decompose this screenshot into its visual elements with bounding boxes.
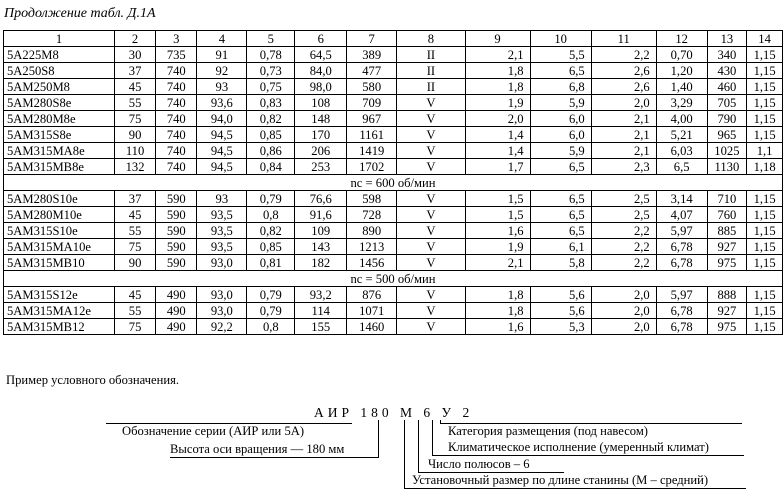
table-cell: 45 <box>114 79 155 95</box>
table-cell: 1213 <box>347 239 397 255</box>
table-cell: 1,40 <box>656 79 707 95</box>
table-cell: 0,85 <box>247 127 295 143</box>
motor-type-cell: 5А225М8 <box>4 47 115 63</box>
table-cell: V <box>397 207 465 223</box>
table-cell: 0,70 <box>656 47 707 63</box>
table-cell: 55 <box>114 95 155 111</box>
table-cell: 132 <box>114 159 155 175</box>
table-cell: 253 <box>295 159 347 175</box>
table-cell: 6,78 <box>656 319 707 335</box>
table-cell: 1025 <box>707 143 747 159</box>
table-cell: 1419 <box>347 143 397 159</box>
table-cell: 114 <box>295 303 347 319</box>
header-cell: 3 <box>156 31 197 47</box>
table-cell: 740 <box>156 127 197 143</box>
table-cell: 94,5 <box>197 143 247 159</box>
table-cell: 2,2 <box>591 223 656 239</box>
table-cell: 0,85 <box>247 239 295 255</box>
table-cell: 2,0 <box>591 303 656 319</box>
table-cell: 2,6 <box>591 63 656 79</box>
table-cell: V <box>397 255 465 271</box>
table-cell: 6,5 <box>656 159 707 175</box>
table-cell: 490 <box>156 319 197 335</box>
table-cell: 1,15 <box>747 191 783 207</box>
table-cell: 740 <box>156 159 197 175</box>
section-title: nс = 600 об/мин <box>4 175 783 191</box>
table-cell: 5,3 <box>530 319 591 335</box>
table-cell: 1,15 <box>747 255 783 271</box>
table-cell: 206 <box>295 143 347 159</box>
table-cell: 5,9 <box>530 143 591 159</box>
table-cell: 590 <box>156 191 197 207</box>
motor-type-cell: 5АМ315S12е <box>4 287 115 303</box>
table-cell: 1,15 <box>747 111 783 127</box>
header-cell: 1 <box>4 31 115 47</box>
table-cell: 5,97 <box>656 223 707 239</box>
table-cell: 4,00 <box>656 111 707 127</box>
table-cell: 93,6 <box>197 95 247 111</box>
table-cell: 1456 <box>347 255 397 271</box>
table-cell: 5,6 <box>530 287 591 303</box>
table-cell: 0,83 <box>247 95 295 111</box>
table-cell: 430 <box>707 63 747 79</box>
table-cell: 93 <box>197 79 247 95</box>
header-cell: 5 <box>247 31 295 47</box>
table-cell: 2,1 <box>591 127 656 143</box>
table-cell: 2,1 <box>591 111 656 127</box>
table-cell: 155 <box>295 319 347 335</box>
table-cell: 1,1 <box>747 143 783 159</box>
table-cell: 927 <box>707 239 747 255</box>
table-cell: 93,2 <box>295 287 347 303</box>
table-cell: 2,5 <box>591 207 656 223</box>
table-cell: 108 <box>295 95 347 111</box>
table-cell: 0,86 <box>247 143 295 159</box>
table-cell: 75 <box>114 111 155 127</box>
table-cell: 2,6 <box>591 79 656 95</box>
table-cell: 6,5 <box>530 159 591 175</box>
table-cell: 1,15 <box>747 223 783 239</box>
table-cell: 2,2 <box>591 239 656 255</box>
table-cell: 590 <box>156 223 197 239</box>
table-cell: 1,8 <box>465 63 530 79</box>
table-cell: 1,18 <box>747 159 783 175</box>
table-cell: 93,0 <box>197 287 247 303</box>
table-cell: 90 <box>114 255 155 271</box>
table-cell: 740 <box>156 79 197 95</box>
table-cell: V <box>397 303 465 319</box>
table-cell: 6,78 <box>656 303 707 319</box>
table-cell: 37 <box>114 191 155 207</box>
table-cell: 6,8 <box>530 79 591 95</box>
table-cell: 2,3 <box>591 159 656 175</box>
table-cell: 967 <box>347 111 397 127</box>
table-cell: 6,78 <box>656 255 707 271</box>
table-cell: 885 <box>707 223 747 239</box>
motor-type-cell: 5АМ280М10е <box>4 207 115 223</box>
label-series: Обозначение серии (АИР или 5А) <box>122 424 305 438</box>
header-cell: 13 <box>707 31 747 47</box>
table-cell: 1702 <box>347 159 397 175</box>
table-cell: 91 <box>197 47 247 63</box>
table-cell: II <box>397 79 465 95</box>
table-cell: 6,1 <box>530 239 591 255</box>
table-cell: 5,5 <box>530 47 591 63</box>
table-cell: 598 <box>347 191 397 207</box>
table-cell: 0,84 <box>247 159 295 175</box>
designation-code: АИР 180 М 6 У 2 <box>314 405 474 420</box>
leader-placement-vert <box>440 420 441 424</box>
table-cell: 5,8 <box>530 255 591 271</box>
table-cell: 1,15 <box>747 287 783 303</box>
table-cell: 91,6 <box>295 207 347 223</box>
table-cell: 710 <box>707 191 747 207</box>
label-poles: Число полюсов – 6 <box>428 457 530 471</box>
table-cell: 0,78 <box>247 47 295 63</box>
header-cell: 14 <box>747 31 783 47</box>
table-cell: 93 <box>197 191 247 207</box>
table-cell: 1,8 <box>465 303 530 319</box>
table-cell: 0,79 <box>247 303 295 319</box>
motor-type-cell: 5АМ315S10е <box>4 223 115 239</box>
table-cell: 4,07 <box>656 207 707 223</box>
table-cell: 888 <box>707 287 747 303</box>
table-cell: 1,15 <box>747 63 783 79</box>
header-cell: 11 <box>591 31 656 47</box>
table-cell: 94,5 <box>197 159 247 175</box>
table-cell: 590 <box>156 239 197 255</box>
table-cell: 2,1 <box>465 47 530 63</box>
table-cell: 110 <box>114 143 155 159</box>
table-cell: 1130 <box>707 159 747 175</box>
table-cell: 75 <box>114 319 155 335</box>
table-cell: 5,21 <box>656 127 707 143</box>
table-cell: 75 <box>114 239 155 255</box>
table-cell: 93,5 <box>197 239 247 255</box>
table-cell: 0,79 <box>247 191 295 207</box>
table-cell: V <box>397 143 465 159</box>
table-cell: V <box>397 239 465 255</box>
table-cell: V <box>397 191 465 207</box>
table-cell: 1,20 <box>656 63 707 79</box>
table-cell: 0,79 <box>247 287 295 303</box>
table-cell: 1,9 <box>465 239 530 255</box>
table-cell: 3,29 <box>656 95 707 111</box>
motor-type-cell: 5А250S8 <box>4 63 115 79</box>
header-cell: 4 <box>197 31 247 47</box>
motor-type-cell: 5АМ315МВ8е <box>4 159 115 175</box>
table-cell: 94,5 <box>197 127 247 143</box>
table-cell: 45 <box>114 287 155 303</box>
table-cell: V <box>397 127 465 143</box>
table-cell: 1,4 <box>465 127 530 143</box>
table-cell: 1161 <box>347 127 397 143</box>
leader-poles-vert <box>418 420 419 473</box>
table-cell: 1,15 <box>747 95 783 111</box>
table-cell: 109 <box>295 223 347 239</box>
table-cell: V <box>397 223 465 239</box>
motor-type-cell: 5АМ250М8 <box>4 79 115 95</box>
leader-size <box>404 488 746 489</box>
header-cell: 6 <box>295 31 347 47</box>
table-cell: 0,82 <box>247 111 295 127</box>
table-cell: II <box>397 63 465 79</box>
table-cell: 389 <box>347 47 397 63</box>
table-cell: 2,1 <box>591 143 656 159</box>
table-cell: 2,1 <box>465 255 530 271</box>
table-cell: 2,0 <box>591 287 656 303</box>
motor-type-cell: 5АМ315S8е <box>4 127 115 143</box>
table-caption: Продолжение табл. Д.1А <box>4 6 156 21</box>
table-cell: 6,0 <box>530 127 591 143</box>
table-cell: 1,15 <box>747 319 783 335</box>
table-cell: 64,5 <box>295 47 347 63</box>
leader-series <box>106 423 352 424</box>
leader-height-vert <box>378 420 379 458</box>
table-cell: 975 <box>707 255 747 271</box>
motor-type-cell: 5АМ315МА8е <box>4 143 115 159</box>
table-cell: 0,81 <box>247 255 295 271</box>
label-height: Высота оси вращения — 180 мм <box>170 442 345 456</box>
table-cell: 2,5 <box>591 191 656 207</box>
table-cell: 477 <box>347 63 397 79</box>
table-cell: 1,9 <box>465 95 530 111</box>
table-cell: 1071 <box>347 303 397 319</box>
table-cell: 876 <box>347 287 397 303</box>
table-cell: 1,6 <box>465 223 530 239</box>
table-cell: 6,5 <box>530 223 591 239</box>
table-cell: 1,5 <box>465 207 530 223</box>
table-cell: V <box>397 319 465 335</box>
table-cell: 1,15 <box>747 239 783 255</box>
leader-height <box>170 457 378 458</box>
table-cell: 182 <box>295 255 347 271</box>
table-cell: 1,15 <box>747 207 783 223</box>
table-cell: 1,15 <box>747 127 783 143</box>
table-cell: 2,0 <box>591 95 656 111</box>
table-cell: 94,0 <box>197 111 247 127</box>
table-cell: 2,2 <box>591 47 656 63</box>
table-cell: 143 <box>295 239 347 255</box>
motor-type-cell: 5АМ315МВ10 <box>4 255 115 271</box>
table-cell: 2,2 <box>591 255 656 271</box>
table-cell: 37 <box>114 63 155 79</box>
table-cell: V <box>397 95 465 111</box>
table-cell: 0,82 <box>247 223 295 239</box>
label-climate: Климатическое исполнение (умеренный климат) <box>448 440 709 454</box>
table-cell: 890 <box>347 223 397 239</box>
table-cell: 5,97 <box>656 287 707 303</box>
label-placement: Категория размещения (под навесом) <box>448 424 649 438</box>
table-cell: 1,15 <box>747 47 783 63</box>
table-cell: V <box>397 159 465 175</box>
table-cell: 30 <box>114 47 155 63</box>
table-cell: 705 <box>707 95 747 111</box>
table-cell: 55 <box>114 223 155 239</box>
table-cell: 590 <box>156 255 197 271</box>
header-cell: 7 <box>347 31 397 47</box>
section-title: nс = 500 об/мин <box>4 271 783 287</box>
table-cell: 590 <box>156 207 197 223</box>
motor-type-cell: 5АМ280М8е <box>4 111 115 127</box>
table-cell: 0,75 <box>247 79 295 95</box>
table-cell: 2,0 <box>465 111 530 127</box>
table-cell: 98,0 <box>295 79 347 95</box>
table-cell: 6,5 <box>530 191 591 207</box>
table-cell: II <box>397 47 465 63</box>
table-cell: 93,5 <box>197 207 247 223</box>
table-cell: 1,5 <box>465 191 530 207</box>
example-title: Пример условного обозначения. <box>6 373 180 387</box>
header-cell: 8 <box>397 31 465 47</box>
table-cell: 84,0 <box>295 63 347 79</box>
table-cell: 1,8 <box>465 79 530 95</box>
table-cell: V <box>397 111 465 127</box>
table-cell: 1,15 <box>747 79 783 95</box>
leader-climate <box>432 455 744 456</box>
motor-type-cell: 5АМ315МВ12 <box>4 319 115 335</box>
table-cell: 6,5 <box>530 207 591 223</box>
table-cell: 45 <box>114 207 155 223</box>
header-cell: 9 <box>465 31 530 47</box>
table-cell: 490 <box>156 303 197 319</box>
table-cell: 55 <box>114 303 155 319</box>
motor-type-cell: 5АМ280S10е <box>4 191 115 207</box>
table-cell: 1,8 <box>465 287 530 303</box>
table-cell: 170 <box>295 127 347 143</box>
table-cell: 927 <box>707 303 747 319</box>
table-cell: 740 <box>156 143 197 159</box>
table-cell: 6,0 <box>530 111 591 127</box>
table-cell: 0,73 <box>247 63 295 79</box>
table-cell: 6,03 <box>656 143 707 159</box>
table-cell: 93,0 <box>197 255 247 271</box>
table-cell: 2,0 <box>591 319 656 335</box>
table-cell: 1460 <box>347 319 397 335</box>
table-cell: 790 <box>707 111 747 127</box>
table-cell: 148 <box>295 111 347 127</box>
label-size: Установочный размер по длине станины (М – средний) <box>412 473 709 487</box>
table-cell: 6,78 <box>656 239 707 255</box>
table-cell: 93,0 <box>197 303 247 319</box>
table-cell: 965 <box>707 127 747 143</box>
table-cell: 1,7 <box>465 159 530 175</box>
table-cell: 740 <box>156 95 197 111</box>
motor-type-cell: 5АМ315МА10е <box>4 239 115 255</box>
table-cell: 90 <box>114 127 155 143</box>
leader-placement <box>440 423 742 424</box>
table-cell: 6,5 <box>530 63 591 79</box>
header-cell: 12 <box>656 31 707 47</box>
table-cell: 760 <box>707 207 747 223</box>
table-cell: 975 <box>707 319 747 335</box>
table-cell: 92,2 <box>197 319 247 335</box>
table-cell: 1,15 <box>747 303 783 319</box>
leader-climate-vert <box>432 420 433 456</box>
table-cell: 1,6 <box>465 319 530 335</box>
table-cell: 460 <box>707 79 747 95</box>
motor-type-cell: 5АМ280S8е <box>4 95 115 111</box>
table-cell: 740 <box>156 111 197 127</box>
table-cell: 3,14 <box>656 191 707 207</box>
table-cell: 490 <box>156 287 197 303</box>
table-cell: 709 <box>347 95 397 111</box>
table-cell: 0,8 <box>247 207 295 223</box>
header-cell: 10 <box>530 31 591 47</box>
table-cell: 1,4 <box>465 143 530 159</box>
table-cell: 0,8 <box>247 319 295 335</box>
table-cell: 728 <box>347 207 397 223</box>
table-cell: V <box>397 287 465 303</box>
table-cell: 735 <box>156 47 197 63</box>
table-cell: 740 <box>156 63 197 79</box>
table-cell: 92 <box>197 63 247 79</box>
table-cell: 76,6 <box>295 191 347 207</box>
table-cell: 5,9 <box>530 95 591 111</box>
motor-type-cell: 5АМ315МА12е <box>4 303 115 319</box>
table-cell: 340 <box>707 47 747 63</box>
table-cell: 5,6 <box>530 303 591 319</box>
table-cell: 93,5 <box>197 223 247 239</box>
table-cell: 580 <box>347 79 397 95</box>
header-cell: 2 <box>114 31 155 47</box>
leader-size-vert <box>404 420 405 489</box>
